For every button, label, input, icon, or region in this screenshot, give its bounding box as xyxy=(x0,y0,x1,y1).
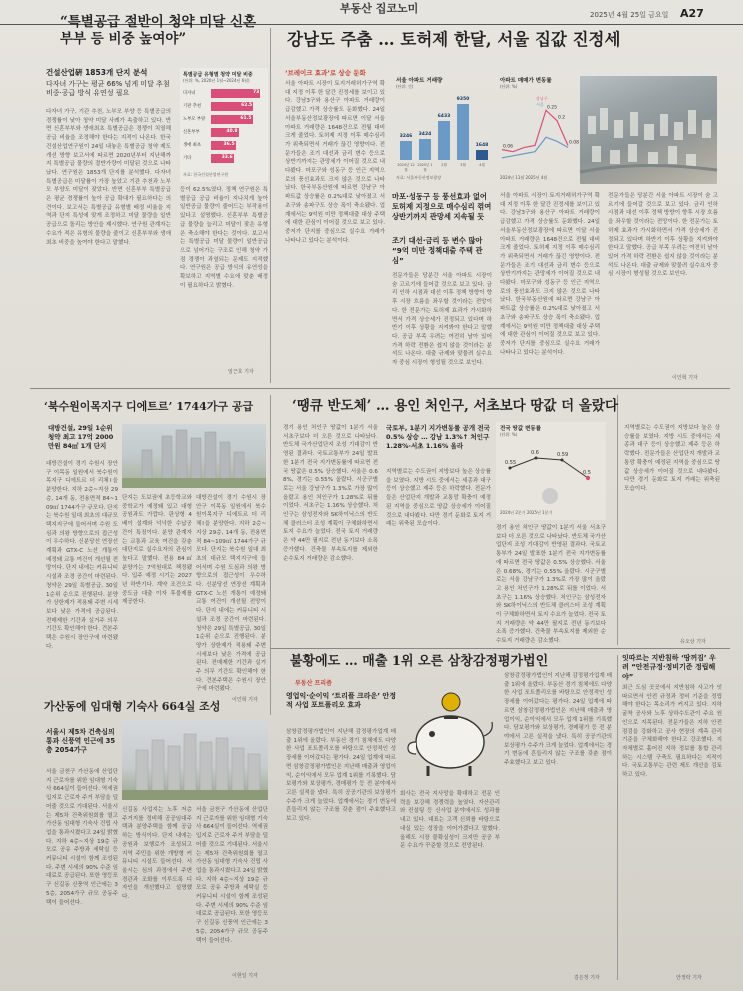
bar-row xyxy=(183,88,267,99)
article-headline: “특별공급 절반이 청약 미달 신혼부부 등 비중 높여야” xyxy=(60,14,257,47)
article-body: 서울 금천구 가산동에 산업단지 근로자를 위한 임대형 기숙사 664실이 들어선다. 역세권 입지로 근로자 주거 부담을 덜어줄 것으로 기대된다. 서울시는 제5차 건축위원회를 열고 가산동 임대형 기숙사 건립 사업을 통과시켰다고 24일 밝혔다. 지하 4층~지상 19층 규모로 공유 주방과 세탁실 등 커뮤니티 시설이 함께 조성된다. 주변 시세의 90% 수준 임대료로 공급된다. 또한 영등포구 신길동 신풍역 인근에는 35층, 2054가구 규모 공동주택이 들어선다. xyxy=(46,769,118,906)
article-headline: 가산동에 임대형 기숙사 664실 조성 xyxy=(44,700,221,713)
bar-row xyxy=(183,127,267,138)
location-pin-icon xyxy=(542,488,558,504)
article-lead: 다자녀 가구는 평균 66% 넘게 미달 추첨 비중·공급 방식 유연성 필요 xyxy=(46,80,170,98)
bar-category-label: 노부모 부양 xyxy=(183,117,206,122)
article-body: 서울 아파트 시장이 토지거래허가구역 확대 지정 이후 한 달간 진정세를 보이고 있다. 강남3구와 용산구 아파트 거래량이 급감했고 가격 상승률도 둔화했다. 24일 서울부동산정보광장에 따르면 이달 서울 아파트 거래량은 1648건으로 전월 대비 크게 줄었다. 토허제 지정 이후 매수심리가 위축되면서 거래가 끊긴 영향이다. 전문가들은 조기 대선과 금리 변수 등으로 상반기까지는 관망세가 이어질 것으로 내다봤다. 마포구와 성동구 등 인근 지역으로의 풍선효과도 크지 않은 것으로 나타났다. 한국부동산원에 따르면 강남구 아파트값 상승률은 0.2%대로 낮아졌고 서초구와 송파구도 상승 폭이 축소됐다. 업계에서는 9억원 미만 정책대출 대상 주택에 대한 관심이 이어질 것으로 보고 있다. 중저가 단지를 중심으로 실수요 거래가 나타나고 있다는 분석이다. xyxy=(285,81,385,244)
article-headline: 불황에도 … 매출 1위 오른 삼창감정평가법인 xyxy=(290,654,549,669)
chart-source: 자료: 한국건설산업연구원 xyxy=(183,172,229,177)
bar-value-label: 36.5 xyxy=(223,142,235,147)
article-tag: ‘브레이크 효과’로 상승 둔화 xyxy=(285,69,366,77)
section-divider xyxy=(270,648,730,649)
bar-row xyxy=(183,140,267,151)
article-headline: ‘땡큐 반도체’ … 용인 처인구, 서초보다 땅값 더 올랐다 xyxy=(292,398,619,414)
bar-category-label: 기관 추천 xyxy=(183,104,201,109)
article-tag: 부동산 프리즘 xyxy=(295,680,332,687)
piggy-bank-icon xyxy=(398,676,498,786)
chart-xlabel: 2024년 2분기 2025년 1분기 xyxy=(500,510,553,515)
bar-value-label: 9350 xyxy=(456,96,470,102)
data-point xyxy=(561,459,564,462)
page-number: A27 xyxy=(680,7,704,20)
byline: 이인혁 기자 xyxy=(232,697,258,703)
apartment-towers-illustration xyxy=(122,424,266,488)
article-body-3: 서울 금천구 가산동에 산업단지 근로자를 위한 임대형 기숙사 664실이 들어선다. 역세권 입지로 근로자 주거 부담을 덜어줄 것으로 기대된다. 서울시는 제5차 건축위원회를 열고 가산동 임대형 기숙사 건립 사업을 통과시켰다고 24일 밝혔다. 지하 4층~지상 19층 규모로 공유 주방과 세탁실 등 커뮤니티 시설이 함께 조성된다. 주변 시세의 90% 수준 임대료로 공급된다. 또한 영등포구 신길동 신풍역 인근에는 35층, 2054가구 규모 공동주택이 들어선다. xyxy=(196,807,268,944)
data-label: 0.5 xyxy=(583,470,591,476)
data-label: 0.25 xyxy=(547,105,558,111)
article-body-3: 대방건설이 경기 수원시 장안구 이목동 일원에서 북수원이목지구 디에트르 더 리체Ⅰ을 분양한다. 지하 2층~지상 29층, 14개 동, 전용면적 84~109㎡ 1744가구 규모다. 단지는 북수원 일대 최초의 대규모 택지지구에 들어서며 수원 도심과 의왕 방향으로의 접근성이 우수하다. 신분당선 연장선 계획과 GTX-C 노선 개통이 예정돼 교통 여건이 개선될 전망이다. 단지 내에는 커뮤니티 시설과 조경 공간이 마련된다. 청약은 29일 특별공급, 30일 1순위 순으로 진행된다. 분양가 상한제가 적용돼 주변 시세보다 낮은 가격에 공급된다. 전매제한 기간과 실거주 의무 기간도 확인해야 한다. 견본주택은 수원시 장안구에 마련됐다. xyxy=(196,495,266,693)
column-divider xyxy=(617,655,618,980)
chart-note: (단위: %, 2020년 1월~2024년 6월) xyxy=(183,78,250,83)
bar-value-label: 40.8 xyxy=(226,129,238,134)
bar-row xyxy=(183,114,267,125)
bar-chart-special-supply xyxy=(180,68,268,182)
data-label: 0.2 xyxy=(558,115,566,121)
data-label: 0.08 xyxy=(569,140,580,146)
article-subhead: 서울시 제5차 건축심의 통과 신풍역 인근에 35층 2054가구 xyxy=(46,728,116,755)
article-body: 경기 용인 처인구 땅값이 1분기 서울 서초구보다 더 오른 것으로 나타났다. 반도체 국가산업단지 조성 기대감이 반영된 결과다. 국토교통부가 24일 발표한 1분기 전국 지가변동률에 따르면 전국 땅값은 0.5% 상승했다. 서울은 0.68%, 경기는 0.55% 올랐다. 시군구별로는 서울 강남구가 1.3%로 가장 많이 올랐고 용인 처인구가 1.28%로 뒤를 이었다. 서초구는 1.16% 상승했다. 처인구는 삼성전자와 SK하이닉스의 반도체 클러스터 조성 계획이 구체화하면서 토지 수요가 늘었다. 전국 토지 거래량은 약 44만 필지로 전년 동기보다 소폭 증가했다. 건축물 부속토지를 제외한 순수토지 거래량은 감소했다. xyxy=(283,425,378,562)
bar xyxy=(419,139,431,160)
bar-category-label: 생애 최초 xyxy=(183,143,201,148)
piggybank-illustration xyxy=(398,676,498,786)
section-title: 부동산 집코노미 xyxy=(340,2,419,15)
section-divider xyxy=(30,388,730,389)
chart-plot xyxy=(496,438,606,508)
byline: 임근호 기자 xyxy=(228,369,254,375)
article-subhead: 국토부, 1분기 지가변동률 공개 전국 0.5% 상승 … 강남 1.3%↑ 처인구 1.28%·서초 1.16% 올라 xyxy=(386,424,490,450)
bar-value-label: 3424 xyxy=(418,132,432,138)
article-body: 대방건설이 경기 수원시 장안구 이목동 일원에서 북수원이목지구 디에트르 더 리체Ⅰ을 분양한다. 지하 2층~지상 29층, 14개 동, 전용면적 84~109㎡ 1744가구 규모다. 단지는 북수원 일대 최초의 대규모 택지지구에 들어서며 수원 도심과 의왕 방향으로의 접근성이 우수하다. 신분당선 연장선 계획과 GTX-C 노선 개통이 예정돼 교통 여건이 개선될 전망이다. 단지 내에는 커뮤니티 시설과 조경 공간이 마련된다. 청약은 29일 특별공급, 30일 1순위 순으로 진행된다. 분양가 상한제가 적용돼 주변 시세보다 낮은 가격에 공급된다. 전매제한 기간과 실거주 의무 기간도 확인해야 한다. 견본주택은 수원시 장안구에 마련됐다. xyxy=(46,461,118,650)
article-body-2: 신길동 사업지는 노후 저층 주거지를 정비해 공공임대주택과 분양주택을 함께 공급하는 방식이다. 단지 내에는 공원과 보행로가 조성되고 지역 주민을 위한 개방형 커뮤니티 시설도 들어선다. 서울시는 심의 과정에서 주변 경관과 조화를 이루도록 디자인을 개선했다고 설명했다. xyxy=(122,807,192,901)
bar-category-label: 신혼부부 xyxy=(183,130,200,135)
data-label: 0.06 xyxy=(503,144,514,150)
article-headline: 강남도 주춤 … 토허제 한달, 서울 집값 진정세 xyxy=(287,30,621,49)
article-subhead-2: 조기 대선·금리 등 변수 많아 “9억 미만 정책대출 주택 관심” xyxy=(392,236,483,265)
bar-category-label: 3월 xyxy=(460,163,466,167)
chart-note: (단위: 건) xyxy=(396,84,414,89)
chart-note: (단위: %) xyxy=(500,432,518,437)
bar-value-label: 33.6 xyxy=(221,155,233,160)
byline: 이인혁 기자 xyxy=(672,375,698,381)
line-series xyxy=(510,458,588,478)
chart-title: 특별공급 유형별 청약 미달 비중 xyxy=(183,72,253,78)
article-body-2: 회사는 전국 지사망을 확대하고 전문 인력을 보강해 경쟁력을 높였다. 자산관리와 컨설팅 등 신사업 분야에서도 성과를 내고 있다. 대표는 고객 신뢰를 바탕으로 내실 있는 성장을 이어가겠다고 말했다. 올해도 시장 불확실성이 크지만 공공 부문 수요가 꾸준할 것으로 전망된다. xyxy=(400,791,500,850)
column-divider xyxy=(270,28,271,383)
article-body-3: 서울 아파트 시장이 토지거래허가구역 확대 지정 이후 한 달간 진정세를 보이고 있다. 강남3구와 용산구 아파트 거래량이 급감했고 가격 상승률도 둔화했다. 24일 서울부동산정보광장에 따르면 이달 서울 아파트 거래량은 1648건으로 전월 대비 크게 줄었다. 토허제 지정 이후 매수심리가 위축되면서 거래가 끊긴 영향이다. 전문가들은 조기 대선과 금리 변수 등으로 상반기까지는 관망세가 이어질 것으로 내다봤다. 마포구와 성동구 등 인근 지역으로의 풍선효과도 크지 않은 것으로 나타났다. 한국부동산원에 따르면 강남구 아파트값 상승률은 0.2%대로 낮아졌고 서초구와 송파구도 상승 폭이 축소됐다. 업계에서는 9억원 미만 정책대출 대상 주택에 대한 관심이 이어질 것으로 보고 있다. 중저가 단지를 중심으로 실수요 거래가 나타나고 있다는 분석이다. xyxy=(500,193,600,356)
bar xyxy=(400,141,412,160)
bar-category-label: 2월 xyxy=(441,163,447,167)
housing-complex-rendering xyxy=(122,720,268,800)
article-body: 다자녀 가구, 기관 추천, 노부모 부양 등 특별공급의 경쟁률이 낮아 청약 미달 사례가 속출하고 있다. 반면 신혼부부와 생애최초 특별공급은 경쟁이 치열해 공급 비율을 조정해야 한다는 지적이 나온다. 한국건설산업연구원이 24일 내놓은 특별공급 청약 제도 개선 방향 보고서에 따르면 2020년부터 지난해까지 특별공급 물량의 절반가량이 미달된 것으로 나타났다. 연구원은 1853개 단지를 분석했다. 다자녀 특별공급은 미달률이 가장 높았고 기관 추천과 노부모 부양도 미달이 잦았다. 반면 신혼부부 특별공급은 평균 경쟁률이 높아 공급 확대가 필요하다는 의견이다. 보고서는 특별공급 유형별 배정 비율을 지역과 단지 특성에 맞게 조정하고 미달 물량을 일반공급으로 돌리는 방안을 제시했다. 연구원 관계자는 수요가 적은 유형의 물량을 줄이고 신혼부부와 생애최초 비중을 높여야 한다고 말했다. xyxy=(46,109,171,246)
chart-plot xyxy=(183,88,267,168)
byline: 이현일 기자 xyxy=(232,973,258,979)
data-point xyxy=(535,457,538,460)
data-label: 0.6 xyxy=(531,450,539,456)
article-body-3: 경기 용인 처인구 땅값이 1분기 서울 서초구보다 더 오른 것으로 나타났다. 반도체 국가산업단지 조성 기대감이 반영된 결과다. 국토교통부가 24일 발표한 1분기 전국 지가변동률에 따르면 전국 땅값은 0.5% 상승했다. 서울은 0.68%, 경기는 0.55% 올랐다. 시군구별로는 서울 강남구가 1.3%로 가장 많이 올랐고 용인 처인구가 1.28%로 뒤를 이었다. 서초구는 1.16% 상승했다. 처인구는 삼성전자와 SK하이닉스의 반도체 클러스터 조성 계획이 구체화하면서 토지 수요가 늘었다. 전국 토지 거래량은 약 44만 필지로 전년 동기보다 소폭 증가했다. 건축물 부속토지를 제외한 순수토지 거래량은 감소했다. xyxy=(496,525,606,645)
chart-title: 전국 땅값 변동률 xyxy=(500,426,542,432)
bar-category-label: 기타 xyxy=(183,156,192,161)
article-body-2: 등이 62.5%였다. 정책 연구원은 특별공급 공급 비율이 지나치게 높아 일반공급 물량이 줄어드는 부작용이 있다고 설명했다. 신혼부부 특별공급 물량을 늘리고 미달이 잦은 유형은 축소해야 한다는 것이다. 보고서는 특별공급 미달 물량이 일반공급으로 넘어가는 구조로 인해 청약 가점 경쟁이 과열되는 문제도 지적했다. 연구원은 공급 방식의 유연성을 확보하고 지역별 수요에 맞춘 배정이 필요하다고 밝혔다. xyxy=(180,187,268,289)
article-body: 삼창감정평가법인이 지난해 감정평가업계 매출 1위에 올랐다. 부동산 경기 침체에도 다양한 사업 포트폴리오를 바탕으로 안정적인 성장세를 이어갔다는 평가다. 24일 업계에 따르면 삼창감정평가법인은 지난해 매출과 영업이익, 순이익에서 모두 업계 1위를 기록했다. 담보평가와 보상평가, 경매평가 등 전 분야에서 고른 실적을 냈다. 특히 공공기관의 보상평가 수주가 크게 늘었다. 업계에서는 경기 변동에 흔들리지 않는 구조를 갖춘 점이 주효했다고 보고 있다. xyxy=(286,729,396,823)
chart-plot xyxy=(394,92,490,174)
bar-category-label: 다자녀 xyxy=(183,91,196,96)
bar xyxy=(476,150,488,160)
column-divider xyxy=(617,395,618,645)
article-headline: ‘북수원이목지구 디에트르’ 1744가구 공급 xyxy=(44,400,254,413)
bar-value-label: 61.5 xyxy=(240,116,252,121)
article-subhead: 마포·성동구 등 풍선효과 없어 토허제 지정으로 매수심리 꺾여 상반기까지 관망세 지속될 듯 xyxy=(392,192,492,221)
bar-row xyxy=(183,101,267,112)
data-point xyxy=(586,476,590,480)
article-subhead: 건설산업硏 1853개 단지 분석 xyxy=(46,68,148,77)
bar-category-label: 2024년 12월 xyxy=(397,163,415,172)
article-body: 최근 도심 곳곳에서 지반침하 사고가 잇따르면서 안전 규정과 정비 기준을 정립해야 한다는 목소리가 커지고 있다. 지하 굴착 공사와 노후 상하수도관이 주요 원인으로 지목된다. 전문가들은 지하 안전 점검을 강화하고 공사 현장의 계측 관리 기준을 구체화해야 한다고 강조했다. 지자체별로 흩어진 지하 정보를 통합 관리하는 시스템 구축도 필요하다는 지적이다. 국토교통부는 관련 제도 개선을 검토하고 있다. xyxy=(622,685,722,779)
bar-value-label: 73 xyxy=(253,90,260,95)
column-divider xyxy=(270,395,271,715)
bar-value-label: 1648 xyxy=(475,143,489,149)
chart-plot xyxy=(496,92,580,174)
article-body-3: 삼창감정평가법인이 지난해 감정평가업계 매출 1위에 올랐다. 부동산 경기 침체에도 다양한 사업 포트폴리오를 바탕으로 안정적인 성장세를 이어갔다는 평가다. 24일 업계에 따르면 삼창감정평가법인은 지난해 매출과 영업이익, 순이익에서 모두 업계 1위를 기록했다. 담보평가와 보상평가, 경매평가 등 전 분야에서 고른 실적을 냈다. 특히 공공기관의 보상평가 수주가 크게 늘었다. 업계에서는 경기 변동에 흔들리지 않는 구조를 갖춘 점이 주효했다고 보고 있다. xyxy=(504,673,613,767)
chart-xlabel: 2024년 11월 2025년 4월 xyxy=(500,175,548,180)
issue-date: 2025년 4월 25일 금요일 xyxy=(590,11,669,19)
apartment-rendering-photo xyxy=(122,424,266,488)
data-label: 0.55 xyxy=(505,460,517,466)
bar-value-label: 6433 xyxy=(437,114,451,120)
article-body-2: 단지는 도보권에 초등학교와 중학교가 예정돼 있고 대형 공원과도 가깝다. 판상형 4베이 설계와 넉넉한 수납공간이 특징이다. 분양 관계자는 교통과 교육 여건을 갖춘 대단지로 실수요자의 관심이 높다고 말했다. 전용 84㎡ 분양가는 7억원대로 책정됐다. 입주 예정 시기는 2027년 하반기다. 계약 조건으로 중도금 대출 이자 후불제를 제공한다. xyxy=(122,495,192,606)
data-label: 0.59 xyxy=(557,452,569,458)
byline: 유오상 기자 xyxy=(680,639,706,645)
article-headline: 잇따르는 지반침하 ‘땅꺼짐’ 우려 “안전규정·정비기준 정립해야” xyxy=(622,654,716,681)
aerial-city-photo xyxy=(580,76,717,184)
line-chart-price-change xyxy=(496,74,580,184)
article-subhead: 영업익·순이익 ‘트리플 크라운’ 안정적 사업 포트폴리오 효과 xyxy=(286,692,396,710)
bar-category-label: 4월 xyxy=(479,163,485,167)
article-subhead: 대방건설, 29일 1순위 청약 최고 17억 2000만원 84㎡ 1개 단지 xyxy=(48,424,114,450)
article-body-2: 전문가들은 당분간 서울 아파트 시장이 숨 고르기에 들어갈 것으로 보고 있다. 금리 인하 시점과 대선 이후 정책 방향이 향후 시장 흐름을 좌우할 것이라는 전망이다. 한 전문가는 토허제 효과가 가시화하면서 가격 상승세가 진정되고 있다며 하반기 이후 상황을 지켜봐야 한다고 말했다. 공급 부족 우려는 여전히 남아 있어 가격 하락 전환은 쉽지 않을 것이라는 분석도 나온다. 대출 규제와 맞물려 실수요자 중심 시장이 형성될 것으로 보인다. xyxy=(392,273,492,367)
bar-row xyxy=(183,153,267,164)
line-chart-land-price xyxy=(496,422,606,520)
bar-value-label: 62.5 xyxy=(241,103,253,108)
article-body-4: 전문가들은 당분간 서울 아파트 시장이 숨 고르기에 들어갈 것으로 보고 있다. 금리 인하 시점과 대선 이후 정책 방향이 향후 시장 흐름을 좌우할 것이라는 전망이다. 한 전문가는 토허제 효과가 가시화하면서 가격 상승세가 진정되고 있다며 하반기 이후 상황을 지켜봐야 한다고 말했다. 공급 부족 우려는 여전히 남아 있어 가격 하락 전환은 쉽지 않을 것이라는 분석도 나온다. 대출 규제와 맞물려 실수요자 중심 시장이 형성될 것으로 보인다. xyxy=(608,193,718,278)
chart-note: (단위: %) xyxy=(500,84,518,89)
bar-chart-transactions xyxy=(392,74,492,184)
chart-source: 자료: 서울부동산정보광장 xyxy=(396,175,442,180)
article-body-4: 지역별로는 수도권이 지방보다 높은 상승률을 보였다. 지방 시도 중에서는 세종과 대구 등이 상승했고 제주 등은 하락했다. 전문가들은 산업단지 개발과 교통망 확충이 예정된 지역을 중심으로 땅값 상승세가 이어질 것으로 내다봤다. 다만 경기 둔화로 토지 거래는 위축된 모습이다. xyxy=(624,425,720,492)
bar xyxy=(438,121,450,160)
bar xyxy=(457,104,469,160)
byline: 안정락 기자 xyxy=(676,975,702,981)
chart-title: 서울 아파트 거래량 xyxy=(396,78,443,84)
legend-entry: 강남구 xyxy=(536,96,548,101)
building-blocks-illustration xyxy=(580,76,717,184)
chart-title: 아파트 매매가 변동률 xyxy=(500,78,552,84)
bar-category-label: 2025년 1월 xyxy=(417,163,433,172)
legend-entry: 서울 xyxy=(536,102,544,107)
article-body-2: 지역별로는 수도권이 지방보다 높은 상승률을 보였다. 지방 시도 중에서는 세종과 대구 등이 상승했고 제주 등은 하락했다. 전문가들은 산업단지 개발과 교통망 확충이 예정된 지역을 중심으로 땅값 상승세가 이어질 것으로 내다봤다. 다만 경기 둔화로 토지 거래는 위축된 모습이다. xyxy=(386,469,491,528)
housing-towers-illustration xyxy=(122,720,268,800)
data-point xyxy=(509,467,512,470)
bar-value-label: 3246 xyxy=(399,133,413,139)
byline: 김은정 기자 xyxy=(574,975,600,981)
